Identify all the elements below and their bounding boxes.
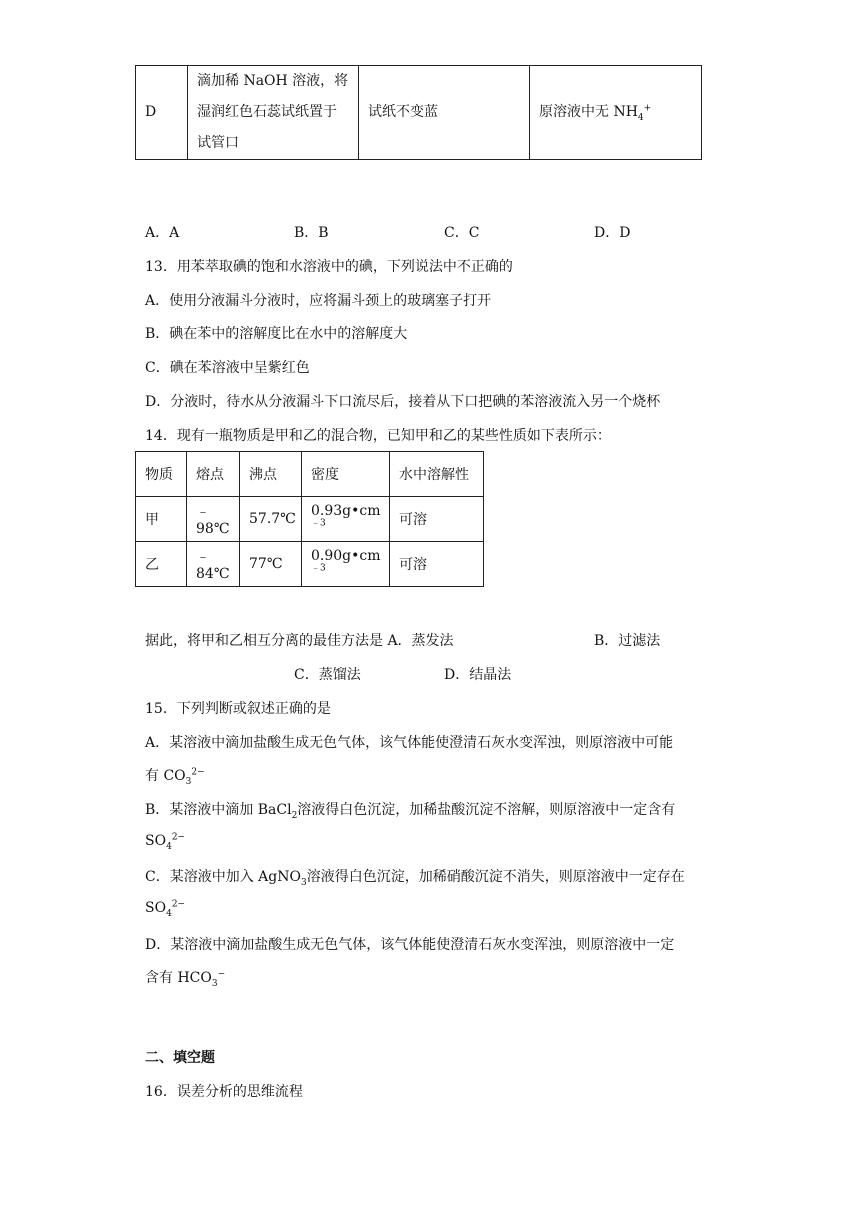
conclusion-text: 原溶液中无 NH xyxy=(539,104,638,120)
option-d-table xyxy=(135,65,702,160)
op-line-1: 滴加稀 NaOH 溶液，将 xyxy=(197,73,349,89)
conclusion-cell xyxy=(530,66,702,160)
header-boiling-point: 沸点 xyxy=(240,452,302,497)
cell-solubility: 可溶 xyxy=(390,497,484,542)
header-solubility: 水中溶解性 xyxy=(390,452,484,497)
operation-cell xyxy=(188,66,359,160)
conclusion-sub: 4 xyxy=(637,112,644,123)
cell-boiling-point: 77℃ xyxy=(240,542,302,587)
row-label: D xyxy=(136,66,188,160)
header-density: 密度 xyxy=(302,452,390,497)
q15-option-b-line1: B．某溶液中滴加 BaCl$_2$溶液得白色沉淀，加稀盐酸沉淀不溶解，则原溶液中一定含有 xyxy=(145,802,676,821)
q15-option-c-line1: C．某溶液中加入 AgNO$_3$溶液得白色沉淀，加稀硝酸沉淀不消失，则原溶液中一定存在 xyxy=(145,869,685,888)
phenomenon-cell: 试纸不变蓝 xyxy=(359,66,530,160)
density-value: 0.90g•cm xyxy=(311,548,381,564)
cell-boiling-point: 57.7℃ xyxy=(240,497,302,542)
table-header-row xyxy=(136,452,484,497)
cell-substance: 甲 xyxy=(136,497,187,542)
q12-option-a: A．A xyxy=(145,225,180,241)
table-row xyxy=(136,497,484,542)
cell-density xyxy=(302,542,390,587)
cell-solubility: 可溶 xyxy=(390,542,484,587)
cell-melting-point: ﹣98℃ xyxy=(187,497,240,542)
q13-option-b: B．碘在苯中的溶解度比在水中的溶解度大 xyxy=(145,326,408,342)
q15-option-a-line2: 有 $CO_3^{2-}$ xyxy=(145,767,205,787)
section-title: 二、填空题 xyxy=(145,1050,215,1066)
q13-option-d: D．分液时，待水从分液漏斗下口流尽后，接着从下口把碘的苯溶液流入另一个烧杯 xyxy=(145,394,661,410)
q15-option-b-line2: $SO_4^{2-}$ xyxy=(145,832,186,852)
q14-option-d: D．结晶法 xyxy=(444,667,512,683)
density-value: 0.93g•cm xyxy=(311,503,381,519)
q15-option-d-line1: D．某溶液中滴加盐酸生成无色气体，该气体能使澄清石灰水变浑浊，则原溶液中一定 xyxy=(145,937,675,953)
q15-option-a-line1: A．某溶液中滴加盐酸生成无色气体，该气体能使澄清石灰水变浑浊，则原溶液中可能 xyxy=(145,735,674,751)
cell-substance: 乙 xyxy=(136,542,187,587)
density-exp: ﹣3 xyxy=(311,518,326,529)
q15-option-c-line2: $SO_4^{2-}$ xyxy=(145,899,186,919)
q14-stem: 14．现有一瓶物质是甲和乙的混合物，已知甲和乙的某些性质如下表所示： xyxy=(145,428,611,444)
q12-option-b: B．B xyxy=(294,225,329,241)
properties-table xyxy=(135,451,484,587)
q13-option-c: C．碘在苯溶液中呈紫红色 xyxy=(145,360,310,376)
cell-melting-point: ﹣84℃ xyxy=(187,542,240,587)
q13-stem: 13．用苯萃取碘的饱和水溶液中的碘，下列说法中不正确的 xyxy=(145,259,513,275)
table-row xyxy=(136,66,702,160)
header-melting-point: 熔点 xyxy=(187,452,240,497)
op-line-2: 湿润红色石蕊试纸置于 xyxy=(197,104,337,120)
header-substance: 物质 xyxy=(136,452,187,497)
cell-density xyxy=(302,497,390,542)
density-exp: ﹣3 xyxy=(311,563,326,574)
table-row xyxy=(136,542,484,587)
q12-option-d: D．D xyxy=(594,225,631,241)
q14-option-c: C．蒸馏法 xyxy=(294,667,361,683)
conclusion-sup: + xyxy=(643,103,652,114)
q12-option-c: C．C xyxy=(444,225,480,241)
q13-option-a: A．使用分液漏斗分液时，应将漏斗颈上的玻璃塞子打开 xyxy=(145,293,492,309)
q15-stem: 15．下列判断或叙述正确的是 xyxy=(145,701,331,717)
q16-stem: 16．误差分析的思维流程 xyxy=(145,1084,303,1100)
q15-option-d-line2: 含有 $HCO_3^-$ xyxy=(145,969,226,989)
q14-answer-line: 据此，将甲和乙相互分离的最佳方法是 A．蒸发法 xyxy=(145,633,454,649)
op-line-3: 试管口 xyxy=(197,135,239,151)
q14-option-b: B．过滤法 xyxy=(594,633,661,649)
